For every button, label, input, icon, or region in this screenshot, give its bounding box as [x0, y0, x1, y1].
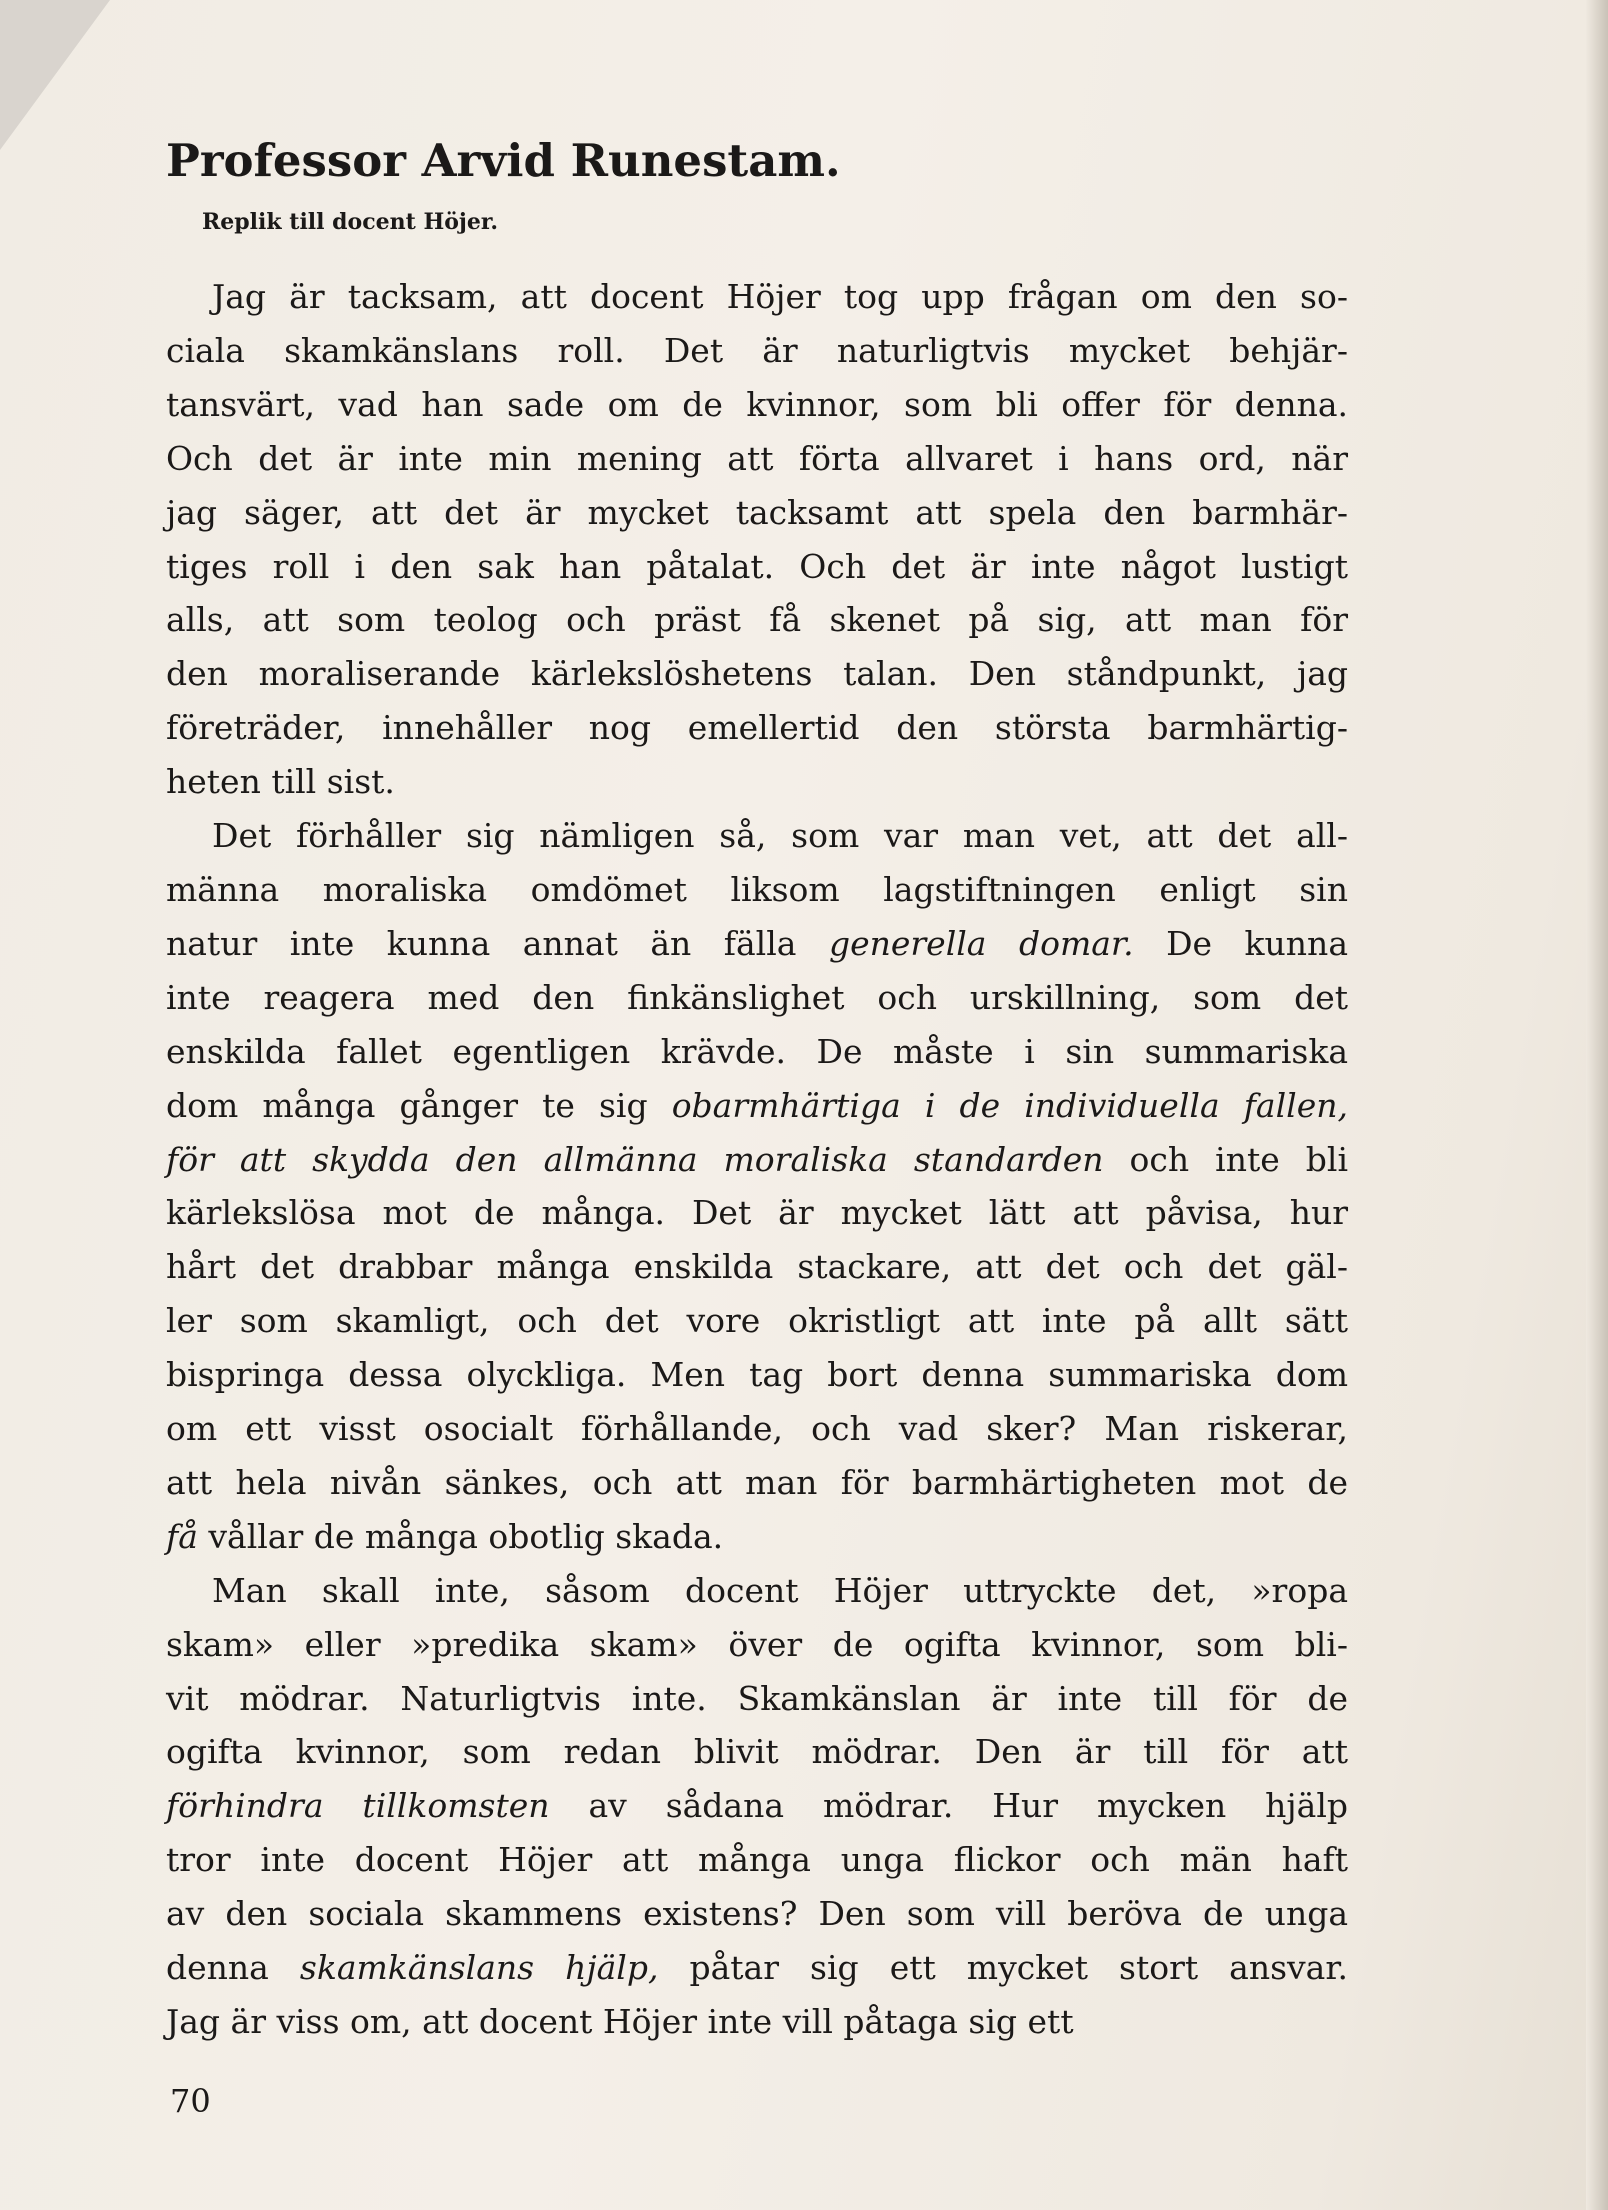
text-line: [166, 1456, 1348, 1510]
text-line: [166, 540, 1348, 594]
italic-text: för att skydda den allmänna moraliska standarden: [166, 1139, 1104, 1179]
text-line: [166, 1833, 1348, 1887]
text-line: [166, 1240, 1348, 1294]
text-run: vållar de många obotlig skada.: [197, 1516, 724, 1556]
text-line: [166, 1079, 1348, 1133]
text-run: Och det är inte min mening att förta allvaret i hans ord, när: [166, 438, 1348, 478]
text-line: [166, 1779, 1348, 1833]
page-number: 70: [170, 2082, 211, 2120]
text-run: tiges roll i den sak han påtalat. Och det är inte något lustigt: [166, 546, 1348, 586]
text-line: [166, 755, 1348, 809]
text-run: jag säger, att det är mycket tacksamt att spela den barmhär-: [166, 492, 1348, 532]
text-run: den moraliserande kärlekslöshetens talan. Den ståndpunkt, jag: [166, 654, 1348, 694]
italic-text: obarmhärtiga i de individuella fallen,: [671, 1085, 1348, 1125]
text-line: [166, 1725, 1348, 1779]
text-line: [166, 647, 1348, 701]
text-run: heten till sist.: [166, 762, 395, 802]
text-run: av den sociala skammens existens? Den som vill beröva de unga: [166, 1894, 1348, 1934]
text-line: [166, 1510, 1348, 1564]
text-line: [166, 809, 1348, 863]
text-line: [166, 1941, 1348, 1995]
text-line: [166, 1186, 1348, 1240]
text-line: [166, 1887, 1348, 1941]
text-run: männa moraliska omdömet liksom lagstiftningen enligt sin: [166, 869, 1348, 909]
text-run: natur inte kunna annat än fälla: [166, 923, 829, 963]
text-line: [166, 1025, 1348, 1079]
text-line: [166, 270, 1348, 324]
article-title: Professor Arvid Runestam.: [166, 134, 841, 187]
page-corner-shadow: [0, 0, 110, 150]
text-line: [166, 1564, 1348, 1618]
text-line: [166, 1133, 1348, 1187]
text-run: skam» eller »predika skam» över de ogifta kvinnor, som bli-: [166, 1624, 1348, 1664]
text-line: [166, 701, 1348, 755]
paragraph: [166, 809, 1348, 1564]
text-run: Jag är tacksam, att docent Höjer tog upp frågan om den so-: [212, 277, 1348, 316]
text-line: [166, 917, 1348, 971]
article-paragraphs: [166, 270, 1348, 2049]
text-line: [166, 971, 1348, 1025]
text-run: alls, att som teolog och präst få skenet på sig, att man för: [166, 600, 1348, 640]
text-run: företräder, innehåller nog emellertid den största barmhärtig-: [166, 708, 1348, 748]
text-line: [166, 1294, 1348, 1348]
text-run: att hela nivån sänkes, och att man för barmhärtigheten mot de: [166, 1462, 1348, 1502]
italic-text: skamkänslans hjälp,: [299, 1948, 659, 1988]
text-line: [166, 324, 1348, 378]
text-run: ogifta kvinnor, som redan blivit mödrar. Den är till för att: [166, 1732, 1348, 1772]
text-run: påtar sig ett mycket stort ansvar.: [658, 1948, 1348, 1988]
text-run: vit mödrar. Naturligtvis inte. Skamkänslan är inte till för de: [166, 1678, 1348, 1718]
text-line: [166, 1995, 1348, 2049]
text-run: Man skall inte, såsom docent Höjer uttryckte det, »ropa: [212, 1570, 1348, 1610]
text-run: enskilda fallet egentligen krävde. De måste i sin summariska: [166, 1031, 1348, 1071]
text-run: och inte bli: [1103, 1139, 1348, 1179]
text-run: bispringa dessa olyckliga. Men tag bort denna summariska dom: [166, 1355, 1348, 1395]
text-run: hårt det drabbar många enskilda stackare, att det och det gäl-: [166, 1247, 1348, 1287]
italic-text: förhindra tillkomsten: [166, 1786, 550, 1826]
paragraph: [166, 270, 1348, 809]
text-run: ciala skamkänslans roll. Det är naturligtvis mycket behjär-: [166, 330, 1348, 370]
text-run: ler som skamligt, och det vore okristligt att inte på allt sätt: [166, 1301, 1348, 1341]
text-line: [166, 486, 1348, 540]
article-body: [166, 130, 1348, 2049]
text-run: tansvärt, vad han sade om de kvinnor, som bli offer för denna.: [166, 384, 1348, 424]
text-run: denna: [166, 1948, 300, 1988]
text-line: [166, 1618, 1348, 1672]
text-run: inte reagera med den finkänslighet och urskillning, som det: [166, 977, 1348, 1017]
text-line: [166, 593, 1348, 647]
italic-text: generella domar.: [828, 923, 1134, 963]
text-run: De kunna: [1133, 923, 1348, 963]
text-run: tror inte docent Höjer att många unga flickor och män haft: [166, 1840, 1348, 1880]
text-line: [166, 1348, 1348, 1402]
paragraph: [166, 1564, 1348, 2049]
text-run: dom många gånger te sig: [166, 1085, 672, 1125]
text-run: om ett visst osocialt förhållande, och vad sker? Man riskerar,: [166, 1409, 1348, 1449]
article-subtitle: Replik till docent Höjer.: [202, 209, 499, 235]
text-line: [166, 1672, 1348, 1726]
text-run: Jag är viss om, att docent Höjer inte vill påtaga sig ett: [166, 2002, 1074, 2041]
text-line: [166, 378, 1348, 432]
italic-text: få: [166, 1516, 198, 1556]
text-run: Det förhåller sig nämligen så, som var man vet, att det all-: [212, 816, 1348, 856]
text-line: [166, 1402, 1348, 1456]
text-run: kärlekslösa mot de många. Det är mycket lätt att påvisa, hur: [166, 1193, 1348, 1233]
text-line: [166, 432, 1348, 486]
text-line: [166, 863, 1348, 917]
text-run: av sådana mödrar. Hur mycken hjälp: [549, 1786, 1348, 1826]
page-edge-shadow: [1586, 0, 1608, 2210]
